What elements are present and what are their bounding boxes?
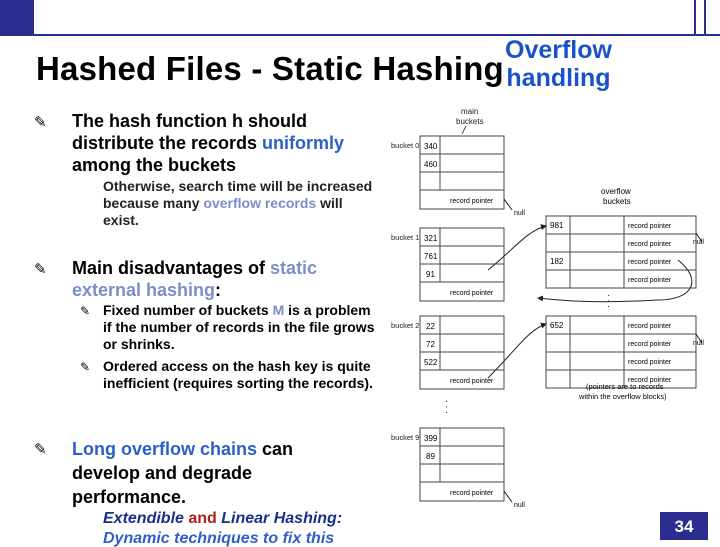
record-pointer-label: record pointer	[450, 198, 494, 205]
bucket-label: bucket 0	[391, 141, 420, 150]
corner-square	[694, 0, 706, 36]
bucket-label: bucket 2	[391, 321, 420, 330]
record-pointer-label: record pointer	[628, 341, 672, 348]
bucket-label: bucket 1	[391, 233, 420, 242]
null-label: null	[514, 502, 525, 509]
overflow-handling-label	[505, 36, 612, 92]
overflow-block-2	[546, 316, 704, 388]
sub-bullet-ordered-access: Ordered access on the hash key is quite inefficient (requires sorting the records).	[103, 358, 373, 391]
bullet-uniformly: The hash function h should distribute the records uniformly among the buckets	[72, 111, 345, 175]
record-value: 761	[424, 252, 438, 261]
record-value: 522	[424, 358, 438, 367]
record-value: 652	[550, 321, 564, 330]
record-pointer-label: record pointer	[628, 359, 672, 366]
pencil-bullet-icon: ✎	[80, 360, 91, 374]
record-pointer-label: record pointer	[628, 277, 672, 284]
overflow-block-1	[546, 216, 704, 288]
header-rule	[34, 34, 720, 36]
pencil-bullet-icon: ✎	[80, 304, 91, 318]
static-hashing-diagram	[388, 100, 713, 520]
corner-block	[0, 0, 34, 36]
pointer-note: (pointers are to records	[586, 382, 664, 391]
record-pointer-label: record pointer	[450, 378, 494, 385]
overflow-buckets-label-2: buckets	[603, 197, 631, 206]
pencil-bullet-icon: ✎	[34, 114, 47, 131]
null-label: null	[693, 340, 704, 347]
record-value: 460	[424, 160, 438, 169]
record-value: 399	[424, 434, 438, 443]
ellipsis: . . .	[443, 400, 454, 414]
sub-bullet-dynamic-hashing: Extendible and Linear Hashing:	[103, 510, 343, 527]
null-label: null	[514, 210, 525, 217]
sub-bullet-search-time: Otherwise, search time will be increased because many overflow records will exist.	[103, 178, 373, 228]
record-pointer-label: record pointer	[628, 377, 672, 384]
main-buckets-label: main	[461, 107, 479, 116]
record-pointer-label: record pointer	[628, 223, 672, 230]
overflow-label-line1: Overflow	[505, 36, 612, 64]
top-decoration-bar	[0, 0, 720, 36]
overflow-label-line2: handling	[506, 64, 611, 92]
bucket-1	[391, 228, 504, 301]
pointer-note-2: within the overflow blocks)	[579, 392, 667, 401]
pencil-bullet-icon: ✎	[34, 441, 47, 458]
bullet-overflow-chains: Long overflow chains can develop and degrade performance.	[72, 439, 294, 507]
record-value: 321	[424, 234, 438, 243]
record-value: 340	[424, 142, 438, 151]
ellipsis: . . .	[605, 294, 616, 308]
bucket-0	[391, 136, 525, 217]
null-label: null	[693, 239, 704, 246]
record-value: 182	[550, 257, 564, 266]
record-pointer-label: record pointer	[628, 259, 672, 266]
bucket-label: bucket 9	[391, 433, 420, 442]
record-value: 91	[426, 270, 435, 279]
pencil-bullet-icon: ✎	[34, 261, 47, 278]
bullet-disadvantages: Main disadvantages of static external hashing:	[72, 258, 318, 300]
slide-title: Hashed Files - Static Hashing	[36, 50, 504, 87]
record-value: 981	[550, 221, 564, 230]
sub-bullet-fixed-buckets: Fixed number of buckets M is a problem if the number of records in the file grows or shrinks.	[103, 302, 375, 352]
record-pointer-label: record pointer	[450, 290, 494, 297]
bucket-2	[391, 316, 504, 389]
record-pointer-label: record pointer	[628, 241, 672, 248]
record-value: 22	[426, 322, 435, 331]
record-value: 72	[426, 340, 435, 349]
record-pointer-label: record pointer	[628, 323, 672, 330]
main-buckets-label-2: buckets	[456, 117, 484, 126]
bucket-9	[391, 428, 525, 509]
sub-bullet-cut-text: Dynamic techniques to fix this	[103, 530, 335, 547]
record-pointer-label: record pointer	[450, 490, 494, 497]
overflow-buckets-label: overflow	[601, 187, 631, 196]
record-value: 89	[426, 452, 435, 461]
slide-number: 34	[660, 512, 708, 540]
